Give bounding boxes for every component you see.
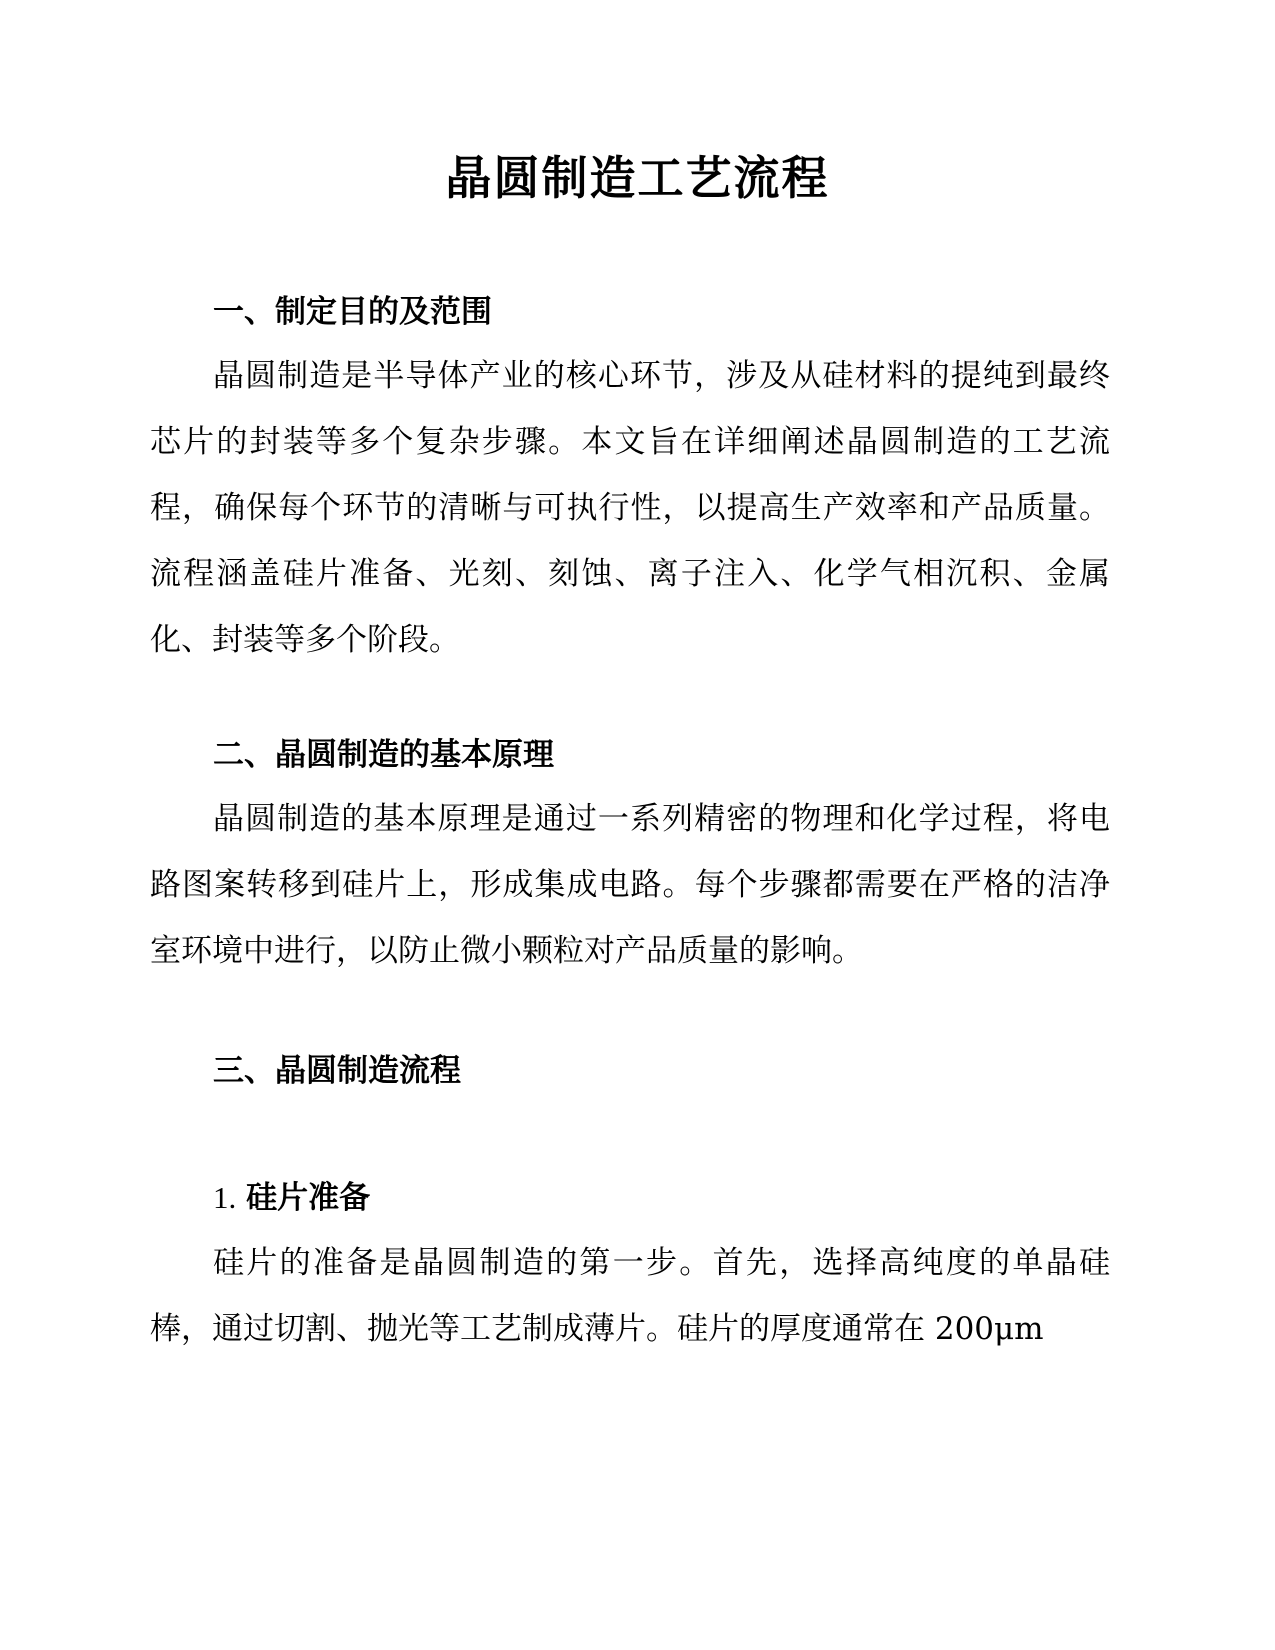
- section-heading-purpose: 一、制定目的及范围: [213, 294, 492, 330]
- subsection-paragraph-wafer-prep: 硅片的准备是晶圆制造的第一步。首先，选择高纯度的单晶硅棒，通过切割、抛光等工艺制成薄片。硅片的厚度通常在 200μm: [150, 1245, 1110, 1347]
- section-heading-process: 三、晶圆制造流程: [213, 1053, 461, 1089]
- section-heading-principle: 二、晶圆制造的基本原理: [213, 737, 554, 773]
- section-paragraph-principle: 晶圆制造的基本原理是通过一系列精密的物理和化学过程，将电路图案转移到硅片上，形成集成电路。每个步骤都需要在严格的洁净室环境中进行，以防止微小颗粒对产品质量的影响。: [150, 801, 1110, 969]
- document-title: 晶圆制造工艺流程: [445, 151, 830, 205]
- subsection-heading-wafer-prep: [213, 1178, 370, 1218]
- subsection-number: 1.: [213, 1180, 237, 1215]
- subsection-title: 硅片准备: [246, 1180, 371, 1216]
- section-paragraph-purpose: 晶圆制造是半导体产业的核心环节，涉及从硅材料的提纯到最终芯片的封装等多个复杂步骤。本文旨在详细阐述晶圆制造的工艺流程，确保每个环节的清晰与可执行性，以提高生产效率和产品质量。流程涵盖硅片准备、光刻、刻蚀、离子注入、化学气相沉积、金属化、封装等多个阶段。: [150, 358, 1110, 658]
